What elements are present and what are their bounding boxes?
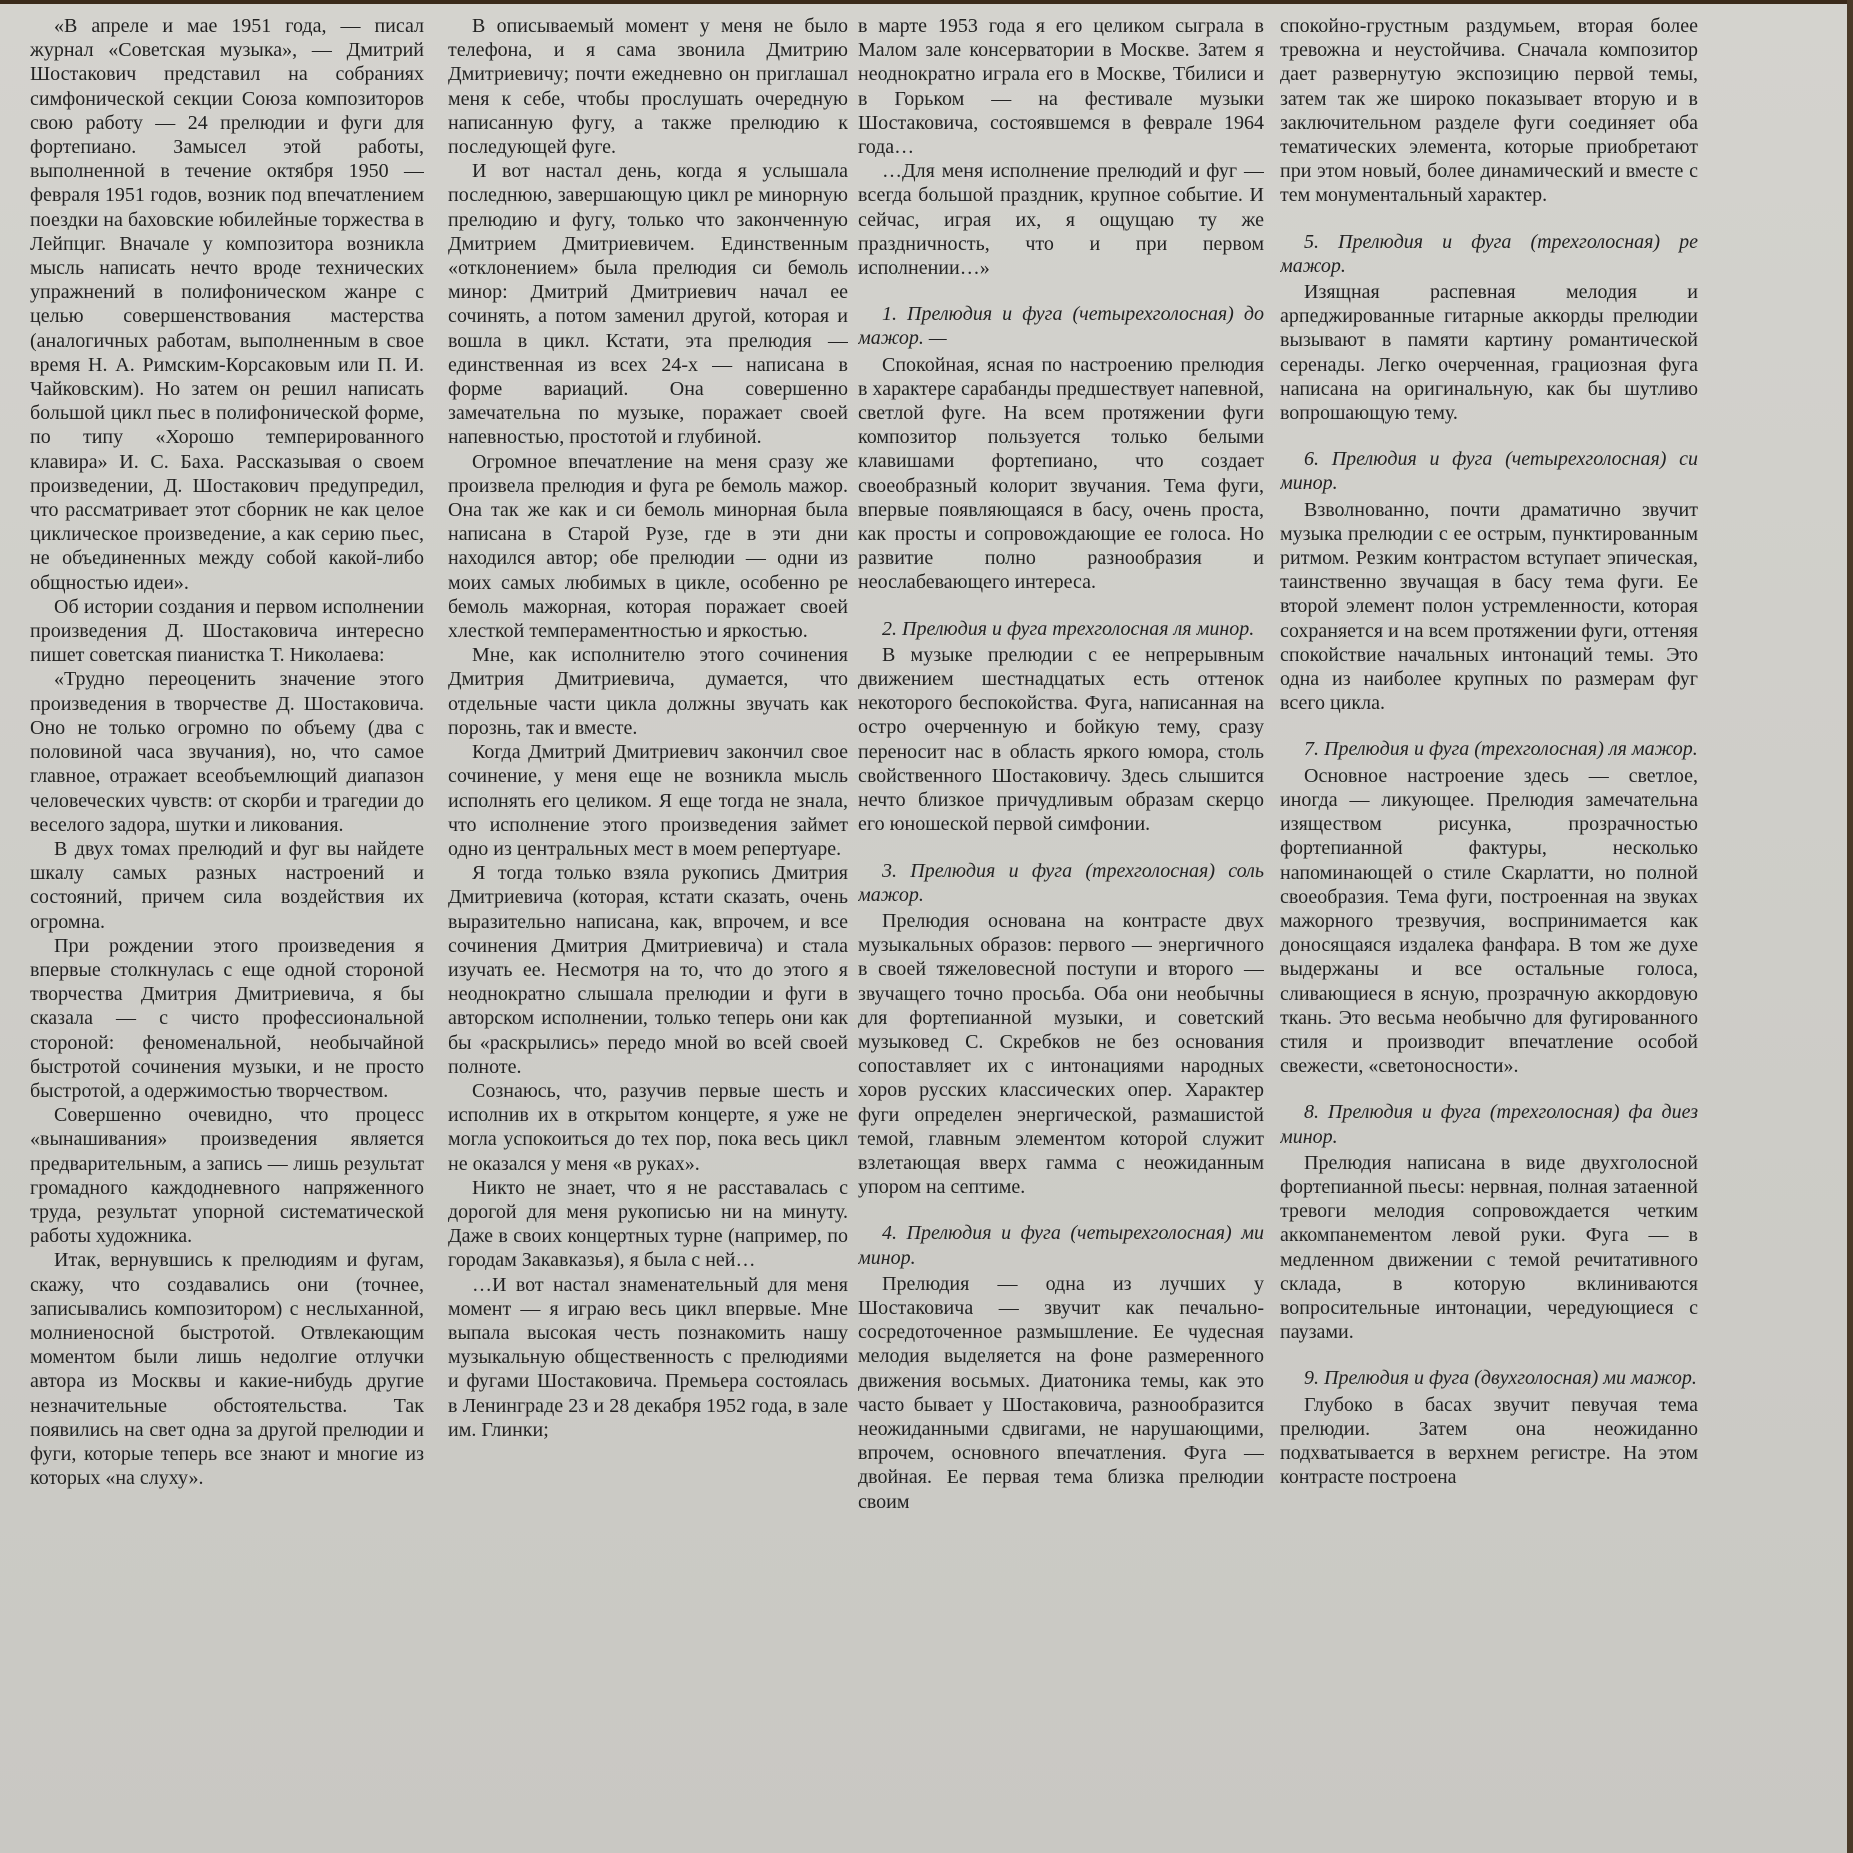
paragraph: В описываемый момент у меня не было телефона, и я сама звонила Дмитрию Дмитриевичу; почти ежедневно он приглашал меня к себе, чтобы прослушать очередную написанную фугу, а также прелюдию к последующей фуге. xyxy=(448,15,848,159)
section-heading: 3. Прелюдия и фуга (трехголосная) соль мажор. xyxy=(858,859,1264,906)
paragraph: Об истории создания и первом исполнении произведения Д. Шостаковича интересно пишет советская пианистка Т. Николаева: xyxy=(30,595,424,667)
paragraph: В двух томах прелюдий и фуг вы найдете шкалу самых разных настроений и состояний, причем сила воздействия их огромна. xyxy=(30,837,424,933)
paragraph: Спокойная, ясная по настроению прелюдия в характере сарабанды предшествует напевной, светлой фуге. На всем протяжении фуги композитор пользуется только белыми клавишами фортепиано, что создает своеобразный колорит звучания. Тема фуги, впервые появляющаяся в басу, очень проста, как просты и сопровождающие ее голоса. Но развитие полно разнообразия и неослабевающего интереса. xyxy=(858,353,1264,594)
paragraph: Сознаюсь, что, разучив первые шесть и исполнив их в открытом концерте, я уже не могла успокоиться до тех пор, пока весь цикл не оказался у меня «в руках». xyxy=(448,1079,848,1175)
text-column-1 xyxy=(30,14,424,1734)
paragraph: Когда Дмитрий Дмитриевич закончил свое сочинение, у меня еще не возникла мысль исполнять его целиком. Я еще тогда не знала, что исполнение этого произведения займет одно из центральных мест в моем репертуаре. xyxy=(448,741,848,860)
paragraph: И вот настал день, когда я услышала последнюю, завершающую цикл ре минорную прелюдию и фугу, только что законченную Дмитрием Дмитриевичем. Единственным «отклонением» была прелюдия си бемоль минор: Дмитрий Дмитриевич начал ее сочинять, а потом заменил другой, которая и вошла в цикл. Кстати, эта прелюдия — единственная из всех 24-х — написана в форме вариаций. Она совершенно замечательна по музыке, поражает своей напевностью, простотой и глубиной. xyxy=(448,160,848,449)
paragraph: Основное настроение здесь — светлое, иногда — ликующее. Прелюдия замечательна изяществом рисунка, прозрачностью фортепианной фактуры, несколько напоминающей о стиле Скарлатти, но полной своеобразия. Тема фуги, построенная на звуках мажорного трезвучия, воспринимается как доносящаяся издалека фанфара. В том же духе выдержаны и все остальные голоса, сливающиеся в ясную, прозрачную аккордовую ткань. Это весьма необычно для фугированного стиля и производит впечатление особой свежести, «светоносности». xyxy=(1280,764,1698,1078)
section-heading: 1. Прелюдия и фуга (четырехголосная) до мажор. — xyxy=(858,303,1264,350)
paragraph: Прелюдия — одна из лучших у Шостаковича — звучит как печально-сосредоточенное размышление. Ее чудесная мелодия выделяется на фоне размеренного движения восьмых. Диатоника темы, как это часто бывает у Шостаковича, разнообразится неожиданными сдвигами, не нарушающими, впрочем, основного впечатления. Фуга — двойная. Ее первая тема близка прелюдии своим xyxy=(858,1272,1264,1513)
section-heading: 9. Прелюдия и фуга (двухголосная) ми мажор. xyxy=(1304,1367,1697,1390)
paragraph: При рождении этого произведения я впервые столкнулась с еще одной стороной творчества Дмитрия Дмитриевича, я бы сказала — с чисто профессиональной стороной: феноменальной, необычайной быстротой сочинения музыки, и не просто быстротой, а одержимостью творчеством. xyxy=(30,934,424,1102)
paragraph: в марте 1953 года я его целиком сыграла в Малом зале консерватории в Москве. Затем я неоднократно играла его в Москве, Тбилиси и в Горьком — на фестивале музыки Шостаковича, состоявшемся в феврале 1964 года… xyxy=(858,15,1264,159)
paragraph: «Трудно переоценить значение этого произведения в творчестве Д. Шостаковича. Оно не только огромно по объему (два с половиной часа звучания), но, что самое главное, отражает всеобъемлющий диапазон человеческих чувств: от скорби и трагедии до веселого задора, шутки и ликования. xyxy=(30,668,424,836)
text-column-4 xyxy=(1280,14,1698,1734)
paragraph: спокойно-грустным раздумьем, вторая более тревожна и неустойчива. Сначала композитор дает развернутую экспозицию первой темы, затем так же широко показывает вторую и в заключительном разделе фуги соединяет оба тематических элемента, которые приобретают при этом новый, более динамический и вместе с тем монументальный характер. xyxy=(1280,15,1698,207)
paragraph: Глубоко в басах звучит певучая тема прелюдии. Затем она неожиданно подхватывается в верхнем регистре. На этом контрасте построена xyxy=(1280,1393,1698,1489)
paragraph: Никто не знает, что я не расставалась с дорогой для меня рукописью ни на минуту. Даже в своих концертных турне (например, по городам Закавказья), я была с ней… xyxy=(448,1176,848,1272)
paragraph: «В апреле и мае 1951 года, — писал журнал «Советская музыка», — Дмитрий Шостакович представил на собраниях симфонической секции Союза композиторов свою работу — 24 прелюдии и фуги для фортепиано. Замысел этой работы, выполненной в течение октября 1950 — февраля 1951 годов, возник под впечатлением поездки на баховские юбилейные торжества в Лейпциг. Вначале у композитора возникла мысль написать нечто вроде технических упражнений в полифоническом жанре с целью совершенствования мастерства (аналогичных работам, выполненным в свое время Н. А. Римским-Корсаковым или П. И. Чайковским). Но затем он решил написать большой цикл пьес в полифонической форме, по типу «Хорошо темперированного клавира» И. С. Баха. Рассказывая о своем произведении, Д. Шостакович предупредил, что рассматривает этот сборник не как целое циклическое произведение, а как серию пьес, не объединенных между собой какой-либо общностью идеи». xyxy=(30,15,424,594)
paragraph: Совершенно очевидно, что процесс «вынашивания» произведения является предварительным, а запись — лишь результат громадного каждодневного напряженного труда, результат упорной систематической работы художника. xyxy=(30,1104,424,1248)
section-heading: 5. Прелюдия и фуга (трехголосная) ре мажор. xyxy=(1280,230,1698,277)
paragraph: …И вот настал знаменательный для меня момент — я играю весь цикл впервые. Мне выпала высокая честь познакомить нашу музыкальную общественность с прелюдиями и фугами Шостаковича. Премьера состоялась в Ленинграде 23 и 28 декабря 1952 года, в зале им. Глинки; xyxy=(448,1273,848,1441)
text-column-2 xyxy=(448,14,848,1734)
paragraph: …Для меня исполнение прелюдий и фуг — всегда большой праздник, крупное событие. И сейчас, играя их, я ощущаю ту же праздничность, что и при первом исполнении…» xyxy=(858,160,1264,280)
top-edge xyxy=(0,0,1853,4)
text-column-3 xyxy=(858,14,1264,1734)
section-heading: 8. Прелюдия и фуга (трехголосная) фа диез минор. xyxy=(1280,1101,1698,1148)
paragraph: Огромное впечатление на меня сразу же произвела прелюдия и фуга ре бемоль мажор. Она так же как и си бемоль минорная была написана в Старой Рузе, где в эти дни находился автор; обе прелюдии — одни из моих самых любимых в цикле, особенно ре бемоль мажорная, которая поражает своей хлесткой темпераментностью и яркостью. xyxy=(448,450,848,643)
paragraph: Прелюдия основана на контрасте двух музыкальных образов: первого — энергичного в своей тяжеловесной поступи и второго — звучащего точно просьба. Оба они необычны для фортепианной музыки, и советский музыковед С. Скребков не без основания сопоставляет их с интонациями народных хоров русских классических опер. Характер фуги определен энергической, размашистой темой, главным элементом которой служит взлетающая вверх гамма с неожиданным упором на септиме. xyxy=(858,909,1264,1199)
paragraph: Прелюдия написана в виде двухголосной фортепианной пьесы: нервная, полная затаенной тревоги мелодия сопровождается четким аккомпанементом левой руки. Фуга — в медленном движении с темой речитативного склада, в которую вклиниваются вопросительные интонации, чередующиеся с паузами. xyxy=(1280,1151,1698,1344)
section-heading: 4. Прелюдия и фуга (четырехголосная) ми минор. xyxy=(858,1222,1264,1269)
right-edge xyxy=(1847,0,1853,1853)
paragraph: Я тогда только взяла рукопись Дмитрия Дмитриевича (которая, кстати сказать, очень выразительно написана, как, впрочем, и все сочинения Дмитрия Дмитриевича) и стала изучать ее. Несмотря на то, что до этого я неоднократно слышала прелюдии и фуги в авторском исполнении, только теперь они как бы «раскрылись» передо мной во всей своей полноте. xyxy=(448,862,848,1078)
section-heading: 6. Прелюдия и фуга (четырехголосная) си минор. xyxy=(1280,448,1698,495)
paragraph: Мне, как исполнителю этого сочинения Дмитрия Дмитриевича, думается, что отдельные части цикла должны звучать как порознь, так и вместе. xyxy=(448,644,848,739)
paragraph: Итак, вернувшись к прелюдиям и фугам, скажу, что создавались они (точнее, записывались композитором) с неслыханной, молниеносной быстротой. Отвлекающим моментом были лишь недолгие отлучки автора из Москвы и какие-нибудь другие незначительные обстоятельства. Так появились на свет одна за другой прелюдии и фуги, которые теперь все знают и многие из которых «на слуху». xyxy=(30,1249,424,1490)
paragraph: Взволнованно, почти драматично звучит музыка прелюдии с ее острым, пунктированным ритмом. Резким контрастом вступает эпическая, таинственно звучащая в басу тема фуги. Ее второй элемент полон устремленности, которая сохраняется и на всем протяжении фуги, оттеняя спокойствие начальных интонаций темы. Это одна из наиболее крупных по размерам фуг всего цикла. xyxy=(1280,498,1698,715)
section-heading: 2. Прелюдия и фуга трехголосная ля минор. xyxy=(882,617,1255,640)
paragraph: В музыке прелюдии с ее непрерывным движением шестнадцатых есть оттенок некоторого беспокойства. Фуга, написанная на остро очерченную и бойкую тему, сразу переносит нас в область яркого юмора, столь свойственного Шостаковичу. Здесь слышится нечто близкое причудливым образам скерцо его юношеской первой симфонии. xyxy=(858,643,1264,836)
section-heading: 7. Прелюдия и фуга (трехголосная) ля мажор. xyxy=(1304,738,1698,761)
paragraph: Изящная распевная мелодия и арпеджированные гитарные аккорды прелюдии вызывают в памяти картину романтической серенады. Легко очерченная, грациозная фуга написана на оригинальную, как бы шутливо вопрошающую тему. xyxy=(1280,281,1698,425)
